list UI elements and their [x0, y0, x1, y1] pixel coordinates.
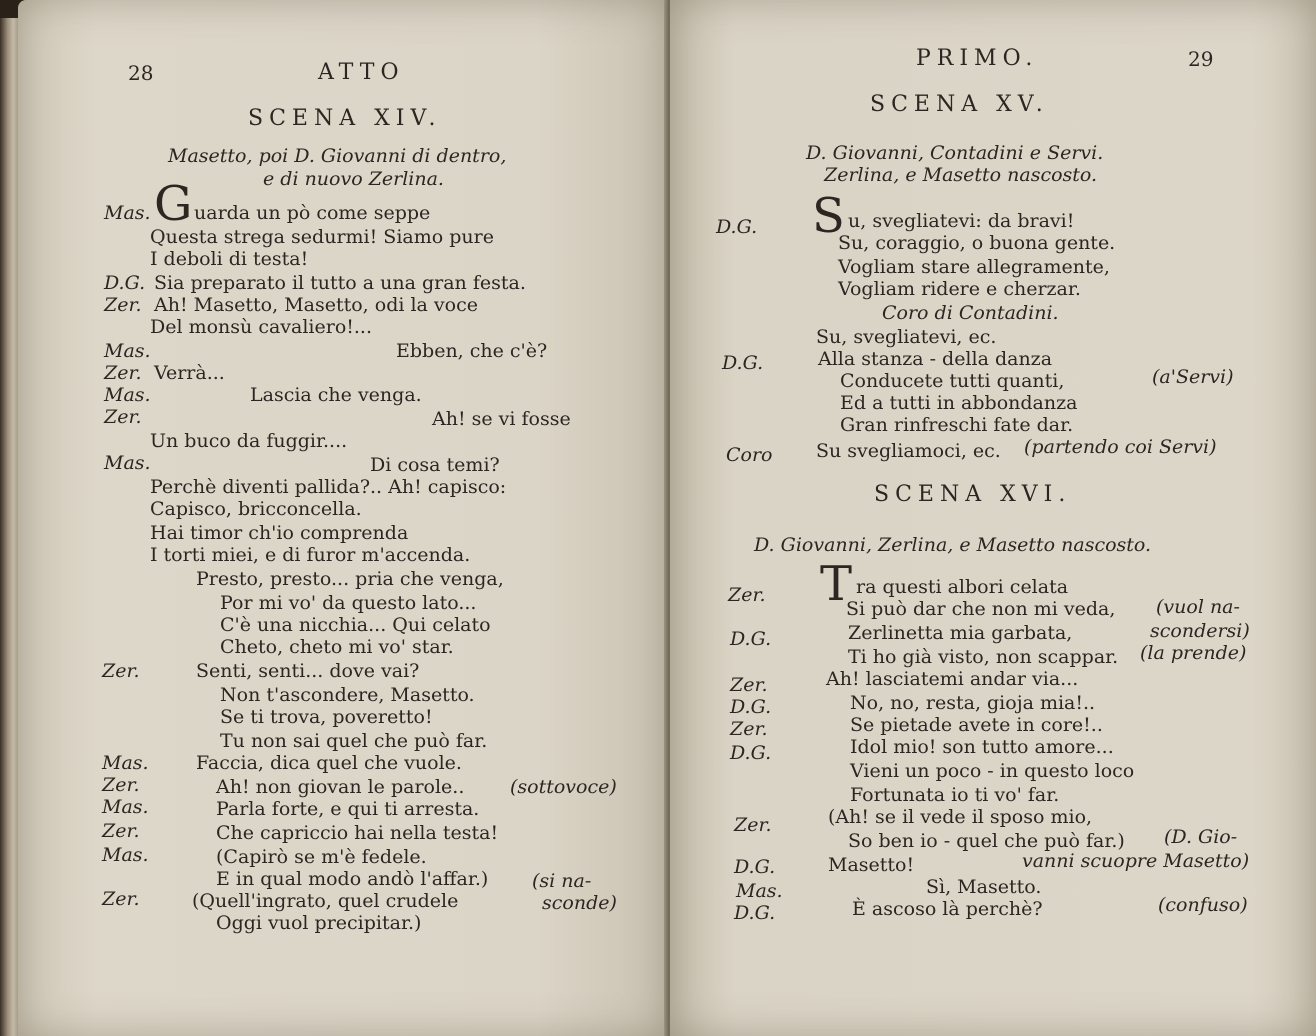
- verse-line: Ti ho già visto, non scappar.: [848, 646, 1119, 668]
- scene-title: SCENA XVI.: [874, 482, 1072, 507]
- stage-direction: sconde): [542, 892, 617, 914]
- verse-line: Non t'ascondere, Masetto.: [220, 684, 475, 706]
- speaker: Zer.: [734, 814, 772, 836]
- verse-line: Fortunata io ti vo' far.: [850, 784, 1060, 806]
- scene-title: SCENA XIV.: [248, 106, 442, 131]
- stage-direction: (si na-: [532, 870, 592, 892]
- speaker: D.G.: [730, 628, 772, 650]
- speaker: D.G.: [722, 352, 764, 374]
- speaker: Zer.: [730, 718, 768, 740]
- verse-line: Cheto, cheto mi vo' star.: [220, 636, 454, 658]
- verse-line: Vogliam stare allegramente,: [838, 256, 1110, 278]
- verse-line: Verrà...: [154, 362, 225, 384]
- speaker: D.G.: [730, 742, 772, 764]
- verse-line: Presto, presto... pria che venga,: [196, 568, 504, 590]
- verse-line: Lascia che venga.: [250, 384, 422, 406]
- speaker: Coro: [726, 444, 773, 466]
- speaker: Zer.: [102, 888, 140, 910]
- verse-line: Gran rinfreschi fate dar.: [840, 414, 1074, 436]
- speaker: Mas.: [102, 796, 149, 818]
- speaker: Mas.: [736, 880, 783, 902]
- verse-line: Ebben, che c'è?: [396, 340, 548, 362]
- chorus-heading: Coro di Contadini.: [882, 302, 1059, 324]
- verse-line: Ah! Masetto, Masetto, odi la voce: [154, 294, 478, 316]
- verse-line: (Capirò se m'è fedele.: [216, 846, 427, 868]
- verse-line: ra questi albori celata: [856, 576, 1069, 598]
- verse-line: Zerlinetta mia garbata,: [848, 622, 1073, 644]
- verse-line: Su, coraggio, o buona gente.: [838, 232, 1116, 254]
- verse-line: Su, svegliatevi, ec.: [816, 326, 997, 348]
- stage-direction: (a'Servi): [1152, 366, 1234, 388]
- speaker: Mas.: [104, 340, 151, 362]
- stage-direction: D. Giovanni, Zerlina, e Masetto nascosto.: [754, 534, 1152, 556]
- verse-line: Alla stanza - della danza: [818, 348, 1053, 370]
- stage-direction: (vuol na-: [1156, 596, 1240, 618]
- right-page: [670, 0, 1316, 1036]
- verse-line: (Quell'ingrato, quel crudele: [192, 890, 459, 912]
- speaker: D.G.: [734, 856, 776, 878]
- verse-line: Conducete tutti quanti,: [840, 370, 1065, 392]
- verse-line: I torti miei, e di furor m'accenda.: [150, 544, 471, 566]
- verse-line: Ah! lasciatemi andar via...: [826, 668, 1079, 690]
- speaker: Mas.: [102, 752, 149, 774]
- speaker: Zer.: [104, 406, 142, 428]
- verse-line: Che capriccio hai nella testa!: [216, 822, 499, 844]
- verse-line: Capisco, bricconcella.: [150, 498, 362, 520]
- verse-line: Si può dar che non mi veda,: [846, 598, 1116, 620]
- verse-line: So ben io - quel che può far.): [848, 830, 1125, 852]
- speaker: Zer.: [730, 674, 768, 696]
- stage-direction: Masetto, poi D. Giovanni di dentro,: [168, 145, 507, 167]
- verse-line: Ah! se vi fosse: [432, 408, 571, 430]
- verse-line: u, svegliatevi: da bravi!: [848, 210, 1075, 232]
- verse-line: Faccia, dica quel che vuole.: [196, 752, 462, 774]
- verse-line: Vieni un poco - in questo loco: [850, 760, 1135, 782]
- speaker: Zer.: [102, 820, 140, 842]
- speaker: D.G.: [716, 216, 758, 238]
- speaker: D.G.: [104, 272, 146, 294]
- verse-line: Se ti trova, poveretto!: [220, 706, 433, 728]
- verse-line: Un buco da fuggir....: [150, 430, 348, 452]
- stage-direction: D. Giovanni, Contadini e Servi.: [806, 142, 1104, 164]
- verse-line: Del monsù cavaliero!...: [150, 316, 373, 338]
- verse-line: Por mi vo' da questo lato...: [220, 592, 477, 614]
- verse-line: Senti, senti... dove vai?: [196, 660, 420, 682]
- verse-line: Masetto!: [828, 854, 915, 876]
- left-page: [18, 0, 668, 1036]
- stage-direction: scondersi): [1150, 620, 1250, 642]
- verse-line: Hai timor ch'io comprenda: [150, 522, 409, 544]
- speaker: Zer.: [728, 584, 766, 606]
- speaker: Mas.: [104, 452, 151, 474]
- speaker: D.G.: [730, 696, 772, 718]
- verse-line: È ascoso là perchè?: [852, 898, 1043, 920]
- drop-cap: T: [820, 556, 853, 612]
- speaker: Zer.: [102, 660, 140, 682]
- verse-line: (Ah! se il vede il sposo mio,: [828, 806, 1093, 828]
- verse-line: Idol mio! son tutto amore...: [850, 736, 1114, 758]
- verse-line: Su svegliamoci, ec.: [816, 440, 1001, 462]
- speaker: Mas.: [104, 202, 151, 224]
- drop-cap: S: [812, 188, 845, 244]
- stage-direction: (sottovoce): [510, 776, 617, 798]
- verse-line: Vogliam ridere e cherzar.: [838, 278, 1081, 300]
- verse-line: No, no, resta, gioja mia!..: [850, 692, 1096, 714]
- verse-line: Ah! non giovan le parole..: [216, 776, 465, 798]
- speaker: Zer.: [104, 294, 142, 316]
- verse-line: Se pietade avete in core!..: [850, 714, 1103, 736]
- verse-line: I deboli di testa!: [150, 248, 309, 270]
- verse-line: Tu non sai quel che può far.: [220, 730, 488, 752]
- speaker: Mas.: [104, 384, 151, 406]
- stage-direction: Zerlina, e Masetto nascosto.: [824, 164, 1098, 186]
- verse-line: Sì, Masetto.: [926, 876, 1042, 898]
- stage-direction: (confuso): [1158, 894, 1248, 916]
- stage-direction: (la prende): [1140, 642, 1247, 664]
- verse-line: Parla forte, e qui ti arresta.: [216, 798, 480, 820]
- verse-line: Questa strega sedurmi! Siamo pure: [150, 226, 494, 248]
- verse-line: C'è una nicchia... Qui celato: [220, 614, 491, 636]
- speaker: Zer.: [102, 774, 140, 796]
- page-number: 28: [128, 61, 154, 85]
- verse-line: E in qual modo andò l'affar.): [216, 868, 489, 890]
- stage-direction: (D. Gio-: [1164, 826, 1238, 848]
- running-head: PRIMO.: [916, 46, 1039, 71]
- speaker: D.G.: [734, 902, 776, 924]
- verse-line: Sia preparato il tutto a una gran festa.: [154, 272, 526, 294]
- stage-direction: (partendo coi Servi): [1024, 436, 1217, 458]
- verse-line: uarda un pò come seppe: [194, 202, 431, 224]
- verse-line: Di cosa temi?: [370, 454, 500, 476]
- scene-title: SCENA XV.: [870, 92, 1049, 117]
- page-number: 29: [1188, 47, 1214, 71]
- verse-line: Oggi vuol precipitar.): [216, 912, 422, 934]
- running-head: ATTO: [318, 60, 405, 85]
- speaker: Mas.: [102, 844, 149, 866]
- speaker: Zer.: [104, 362, 142, 384]
- verse-line: Ed a tutti in abbondanza: [840, 392, 1078, 414]
- drop-cap: G: [154, 176, 193, 232]
- stage-direction: e di nuovo Zerlina.: [263, 168, 444, 190]
- verse-line: Perchè diventi pallida?.. Ah! capisco:: [150, 476, 507, 498]
- stage-direction: vanni scuopre Masetto): [1022, 850, 1250, 872]
